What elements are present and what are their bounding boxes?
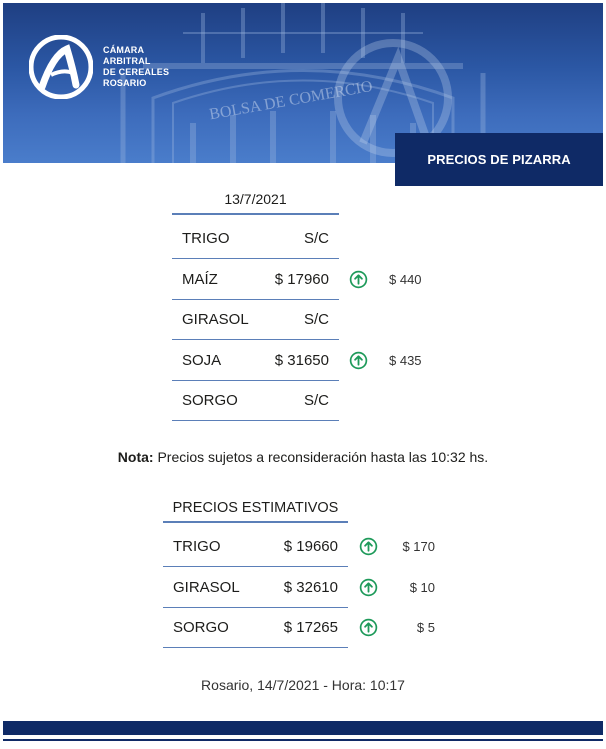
- grain-name: SORGO: [173, 619, 229, 637]
- price-change: $ 440: [389, 271, 422, 287]
- table-row: [163, 568, 348, 608]
- logo-wordmark: [103, 45, 169, 89]
- grain-name: TRIGO: [173, 538, 221, 555]
- building-inscription: BOLSA DE COMERCIO: [208, 77, 374, 124]
- grain-price: S/C: [303, 392, 329, 410]
- footer-rule: [3, 739, 603, 741]
- grain-price: $ 32610: [283, 578, 338, 596]
- grain-name: MAÍZ: [182, 270, 218, 288]
- table-row: [172, 300, 339, 340]
- grain-name: GIRASOL: [173, 578, 240, 596]
- price-change: $ 10: [409, 579, 435, 595]
- arrow-up-circle-icon: [359, 618, 378, 637]
- grain-name: TRIGO: [182, 230, 230, 247]
- price-change: $ 5: [416, 620, 435, 636]
- footer-bar: [3, 721, 603, 735]
- price-change: $ 435: [389, 352, 422, 368]
- logo-line-2: ARBITRAL: [103, 56, 151, 66]
- arrow-up-circle-icon: [359, 578, 378, 597]
- table-row: [172, 341, 339, 381]
- nota-text: [0, 449, 606, 465]
- logo-icon: [29, 35, 93, 99]
- price-change: $ 170: [402, 539, 435, 554]
- precios-de-pizarra-tab[interactable]: PRECIOS DE PIZARRA: [395, 133, 603, 186]
- grain-name: SORGO: [182, 392, 238, 410]
- estimativos-title: PRECIOS ESTIMATIVOS: [163, 500, 348, 523]
- grain-price: $ 19660: [283, 538, 338, 555]
- arrow-up-circle-icon: [349, 351, 368, 370]
- grain-price: S/C: [303, 230, 329, 247]
- grain-price: S/C: [303, 311, 329, 329]
- table-row: [172, 219, 339, 259]
- logo-line-3: DE CEREALES: [103, 67, 170, 77]
- table-row: [163, 608, 348, 648]
- grain-name: SOJA: [182, 351, 222, 369]
- grain-price: $ 17265: [283, 619, 338, 637]
- header-banner: [3, 3, 603, 186]
- logo-line-1: CÁMARA: [103, 45, 145, 55]
- table-row: [172, 260, 339, 300]
- table-row: [172, 381, 339, 421]
- grain-name: GIRASOL: [182, 311, 249, 329]
- nota-label: Nota:: [117, 449, 154, 465]
- arrow-up-circle-icon: [349, 270, 368, 289]
- footer-timestamp: Rosario, 14/7/2021 - Hora: 10:17: [201, 677, 405, 693]
- arrow-up-circle-icon: [359, 537, 378, 556]
- grain-price: $ 17960: [274, 270, 329, 288]
- table-row: [163, 527, 348, 567]
- cace-logo: [29, 35, 169, 99]
- grain-price: $ 31650: [274, 351, 329, 369]
- nota-body: Precios sujetos a reconsideración hasta las 10:32 hs.: [153, 449, 489, 465]
- pizarra-date: 13/7/2021: [172, 191, 339, 215]
- logo-line-4: ROSARIO: [103, 78, 147, 88]
